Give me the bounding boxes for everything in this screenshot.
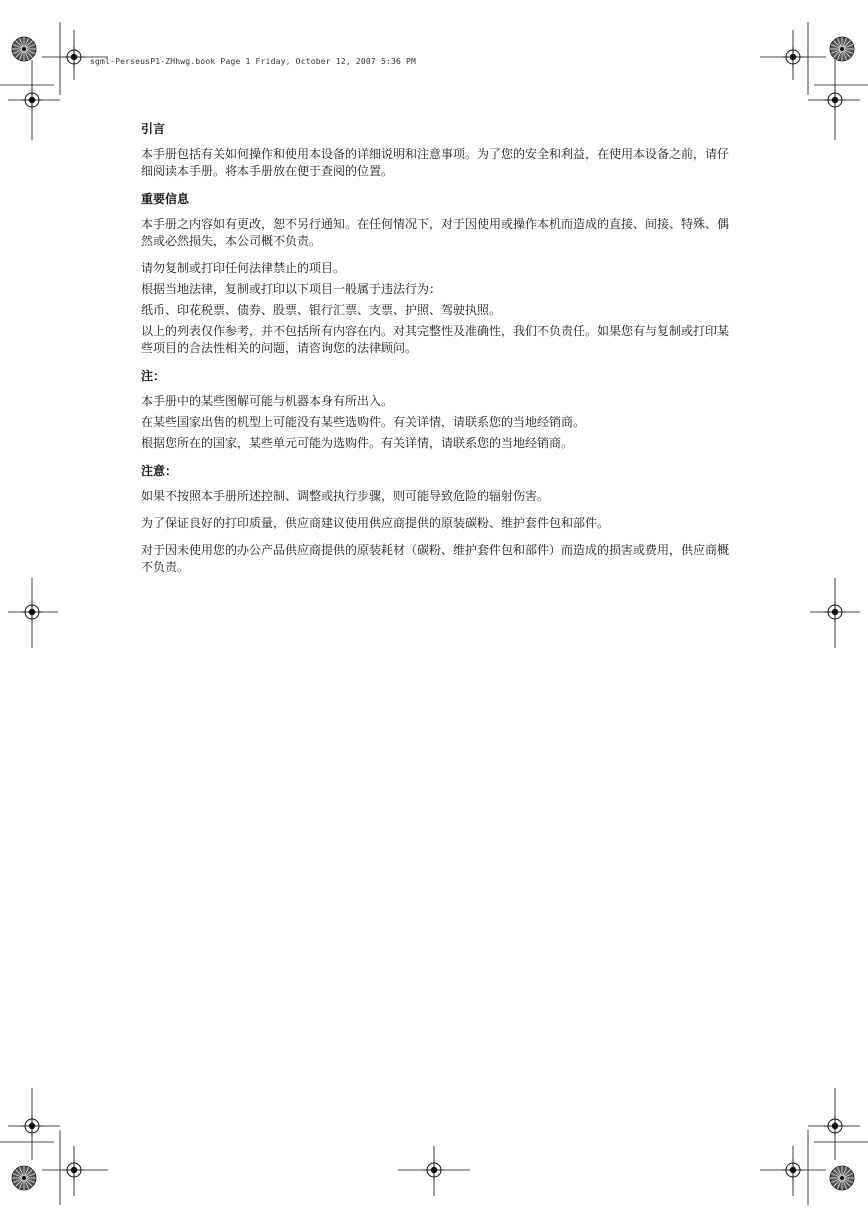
note-paragraph-3: 根据您所在的国家，某些单元可能为选购件。有关详情，请联系您的当地经销商。 — [141, 436, 574, 450]
section-intro — [141, 120, 731, 180]
registration-star-icon — [830, 1166, 854, 1190]
intro-heading: 引言 — [141, 122, 166, 136]
important-paragraph-3: 根据当地法律，复制或打印以下项目一般属于违法行为： — [141, 282, 442, 296]
book-header: sgml-PerseusP1-ZHhwg.book Page 1 Friday, October 12, 2007 5:36 PM — [90, 57, 417, 66]
page-content — [141, 120, 731, 586]
important-paragraph-4: 纸币、印花税票、债券、股票、银行汇票、支票、护照、驾驶执照。 — [141, 303, 502, 317]
caution-heading: 注意： — [141, 464, 178, 478]
note-paragraph-1: 本手册中的某些图解可能与机器本身有所出入。 — [141, 394, 394, 408]
caution-paragraph-1: 如果不按照本手册所述控制、调整或执行步骤，则可能导致危险的辐射伤害。 — [141, 489, 550, 503]
intro-paragraph: 本手册包括有关如何操作和使用本设备的详细说明和注意事项。为了您的安全和利益，在使用本设备之前，请仔细阅读本手册。将本手册放在便于查阅的位置。 — [141, 147, 730, 178]
caution-paragraph-3: 对于因未使用您的办公产品供应商提供的原装耗材（碳粉、维护套件包和部件）而造成的损害或费用，供应商概不负责。 — [141, 543, 730, 574]
caution-paragraph-2: 为了保证良好的打印质量，供应商建议使用供应商提供的原装碳粉、维护套件包和部件。 — [141, 516, 610, 530]
section-important — [141, 190, 731, 357]
important-paragraph-5: 以上的列表仅作参考，并不包括所有内容在内。对其完整性及准确性，我们不负责任。如果您有与复制或打印某些项目的合法性相关的问题，请咨询您的法律顾问。 — [141, 324, 730, 355]
section-note — [141, 367, 731, 452]
note-heading: 注： — [141, 369, 166, 383]
registration-star-icon — [12, 1166, 36, 1190]
important-paragraph-1: 本手册之内容如有更改，恕不另行通知。在任何情况下，对于因使用或操作本机而造成的直接、间接、特殊、偶然或必然损失，本公司概不负责。 — [141, 217, 730, 248]
important-paragraph-2: 请勿复制或打印任何法律禁止的项目。 — [141, 261, 346, 275]
section-caution — [141, 462, 731, 576]
important-heading: 重要信息 — [141, 192, 190, 206]
registration-star-icon — [830, 37, 854, 61]
note-paragraph-2: 在某些国家出售的机型上可能没有某些选购件。有关详情，请联系您的当地经销商。 — [141, 415, 586, 429]
registration-star-icon — [12, 37, 36, 61]
